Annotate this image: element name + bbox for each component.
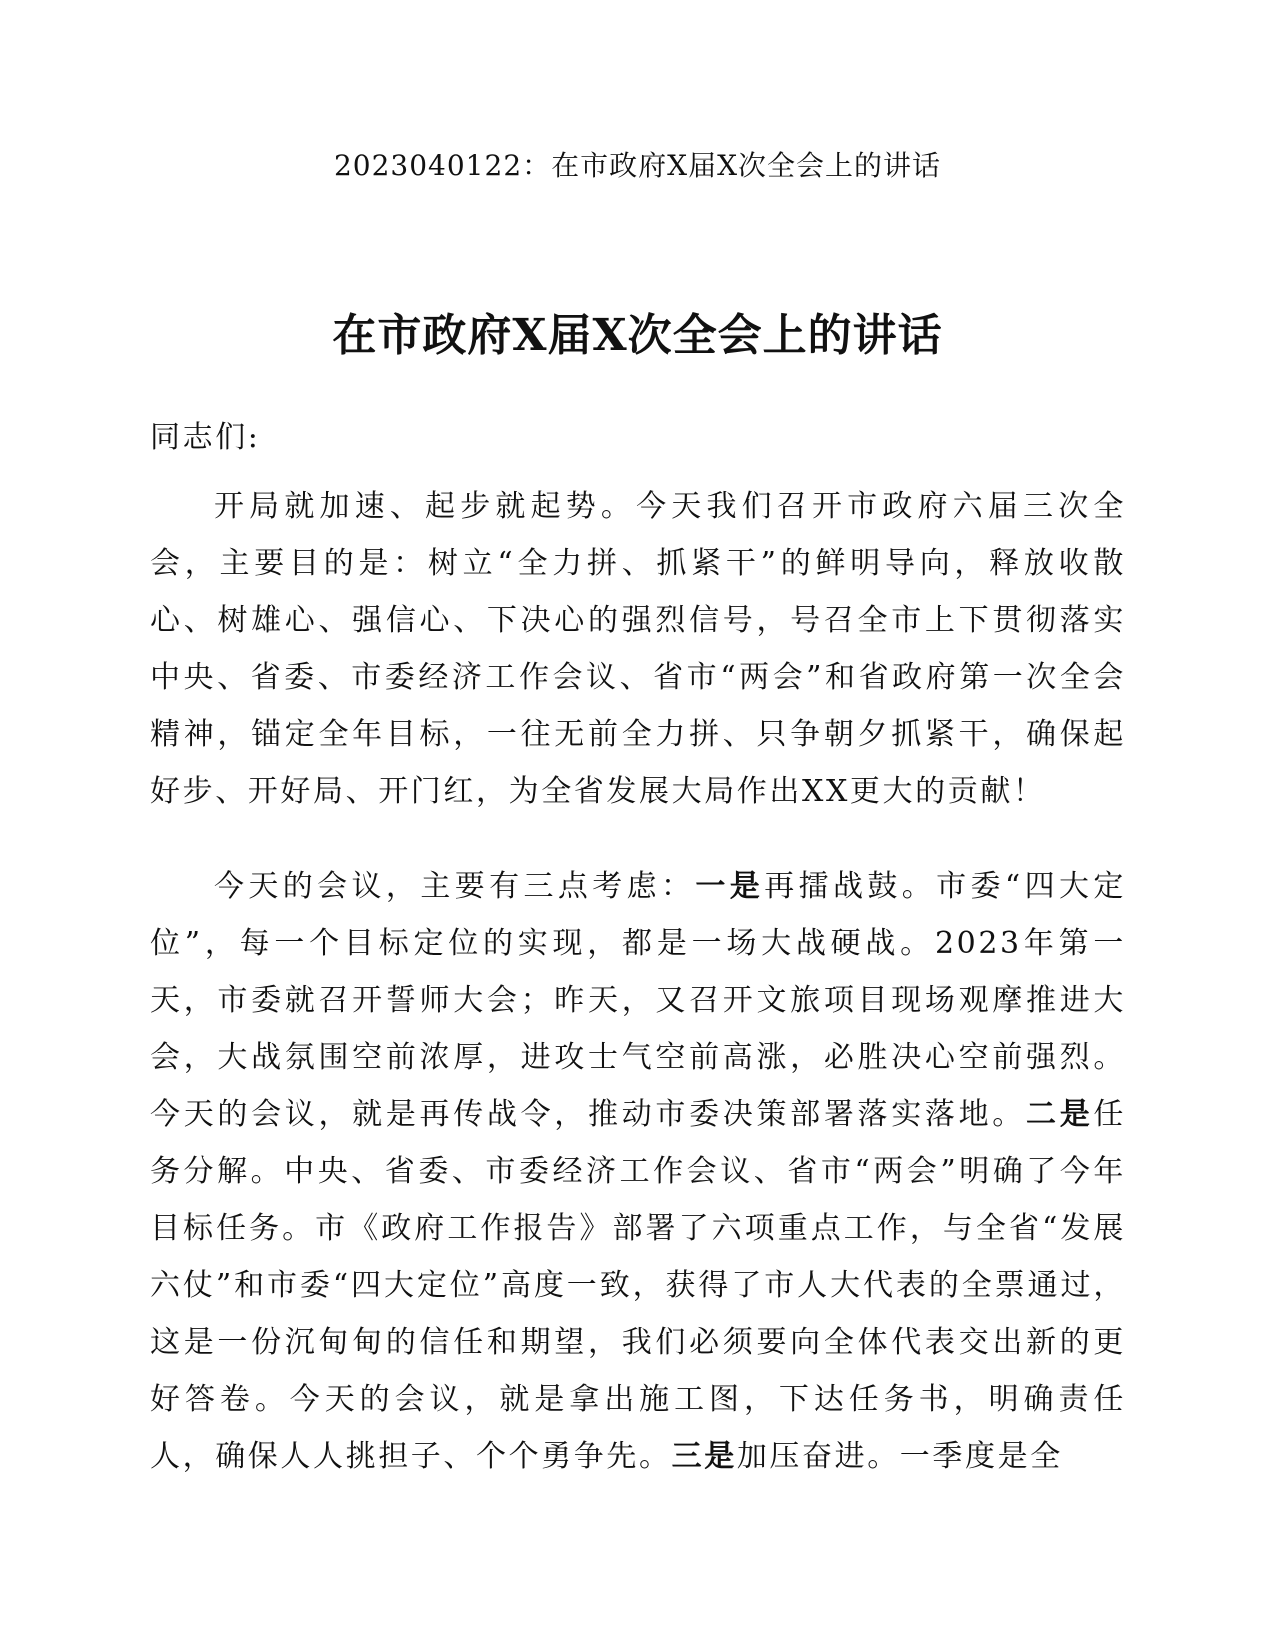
salutation: 同志们:: [150, 420, 261, 455]
paragraph-2: [150, 858, 1126, 1485]
document-title: 在市政府X届X次全会上的讲话: [332, 310, 943, 361]
point-3-text: 加压奋进。一季度是全: [736, 1439, 1063, 1474]
point-3-label: 三是: [671, 1439, 737, 1474]
point-2-text: 任务分解。中央、省委、市委经济工作会议、省市“两会”明确了今年目标任务。市《政府工作报告》部署了六项重点工作，与全省“发展六仗”和市委“四大定位”高度一致，获得了市人大代表的全票通过，这是一份沉甸甸的信任和期望，我们必须要向全体代表交出新的更好答卷。今天的会议，就是拿出施工图，下达任务书，明确责任人，确保人人挑担子、个个勇争先。: [150, 1097, 1126, 1474]
point-2-label: 二是: [1026, 1097, 1094, 1132]
paragraph-1: 开局就加速、起步就起势。今天我们召开市政府六届三次全会，主要目的是：树立“全力拼、抓紧干”的鲜明导向，释放收散心、树雄心、强信心、下决心的强烈信号，号召全市上下贯彻落实中央、省委、市委经济工作会议、省市“两会”和省政府第一次全会精神，锚定全年目标，一往无前全力拼、只争朝夕抓紧干，确保起好步、开好局、开门红，为全省发展大局作出XX更大的贡献！: [150, 489, 1126, 809]
point-1-text: 再擂战鼓。市委“四大定位”，每一个目标定位的实现，都是一场大战硬战。2023年第一天，市委就召开誓师大会；昨天，又召开文旅项目现场观摩推进大会，大战氛围空前浓厚，进攻士气空前高涨，必胜决心空前强烈。今天的会议，就是再传战令，推动市委决策部署落实落地。: [150, 869, 1127, 1132]
paragraph-2-intro: 今天的会议，主要有三点考虑：: [214, 869, 696, 904]
point-1-label: 一是: [695, 869, 765, 904]
document-header: 2023040122：在市政府X届X次全会上的讲话: [333, 149, 941, 182]
